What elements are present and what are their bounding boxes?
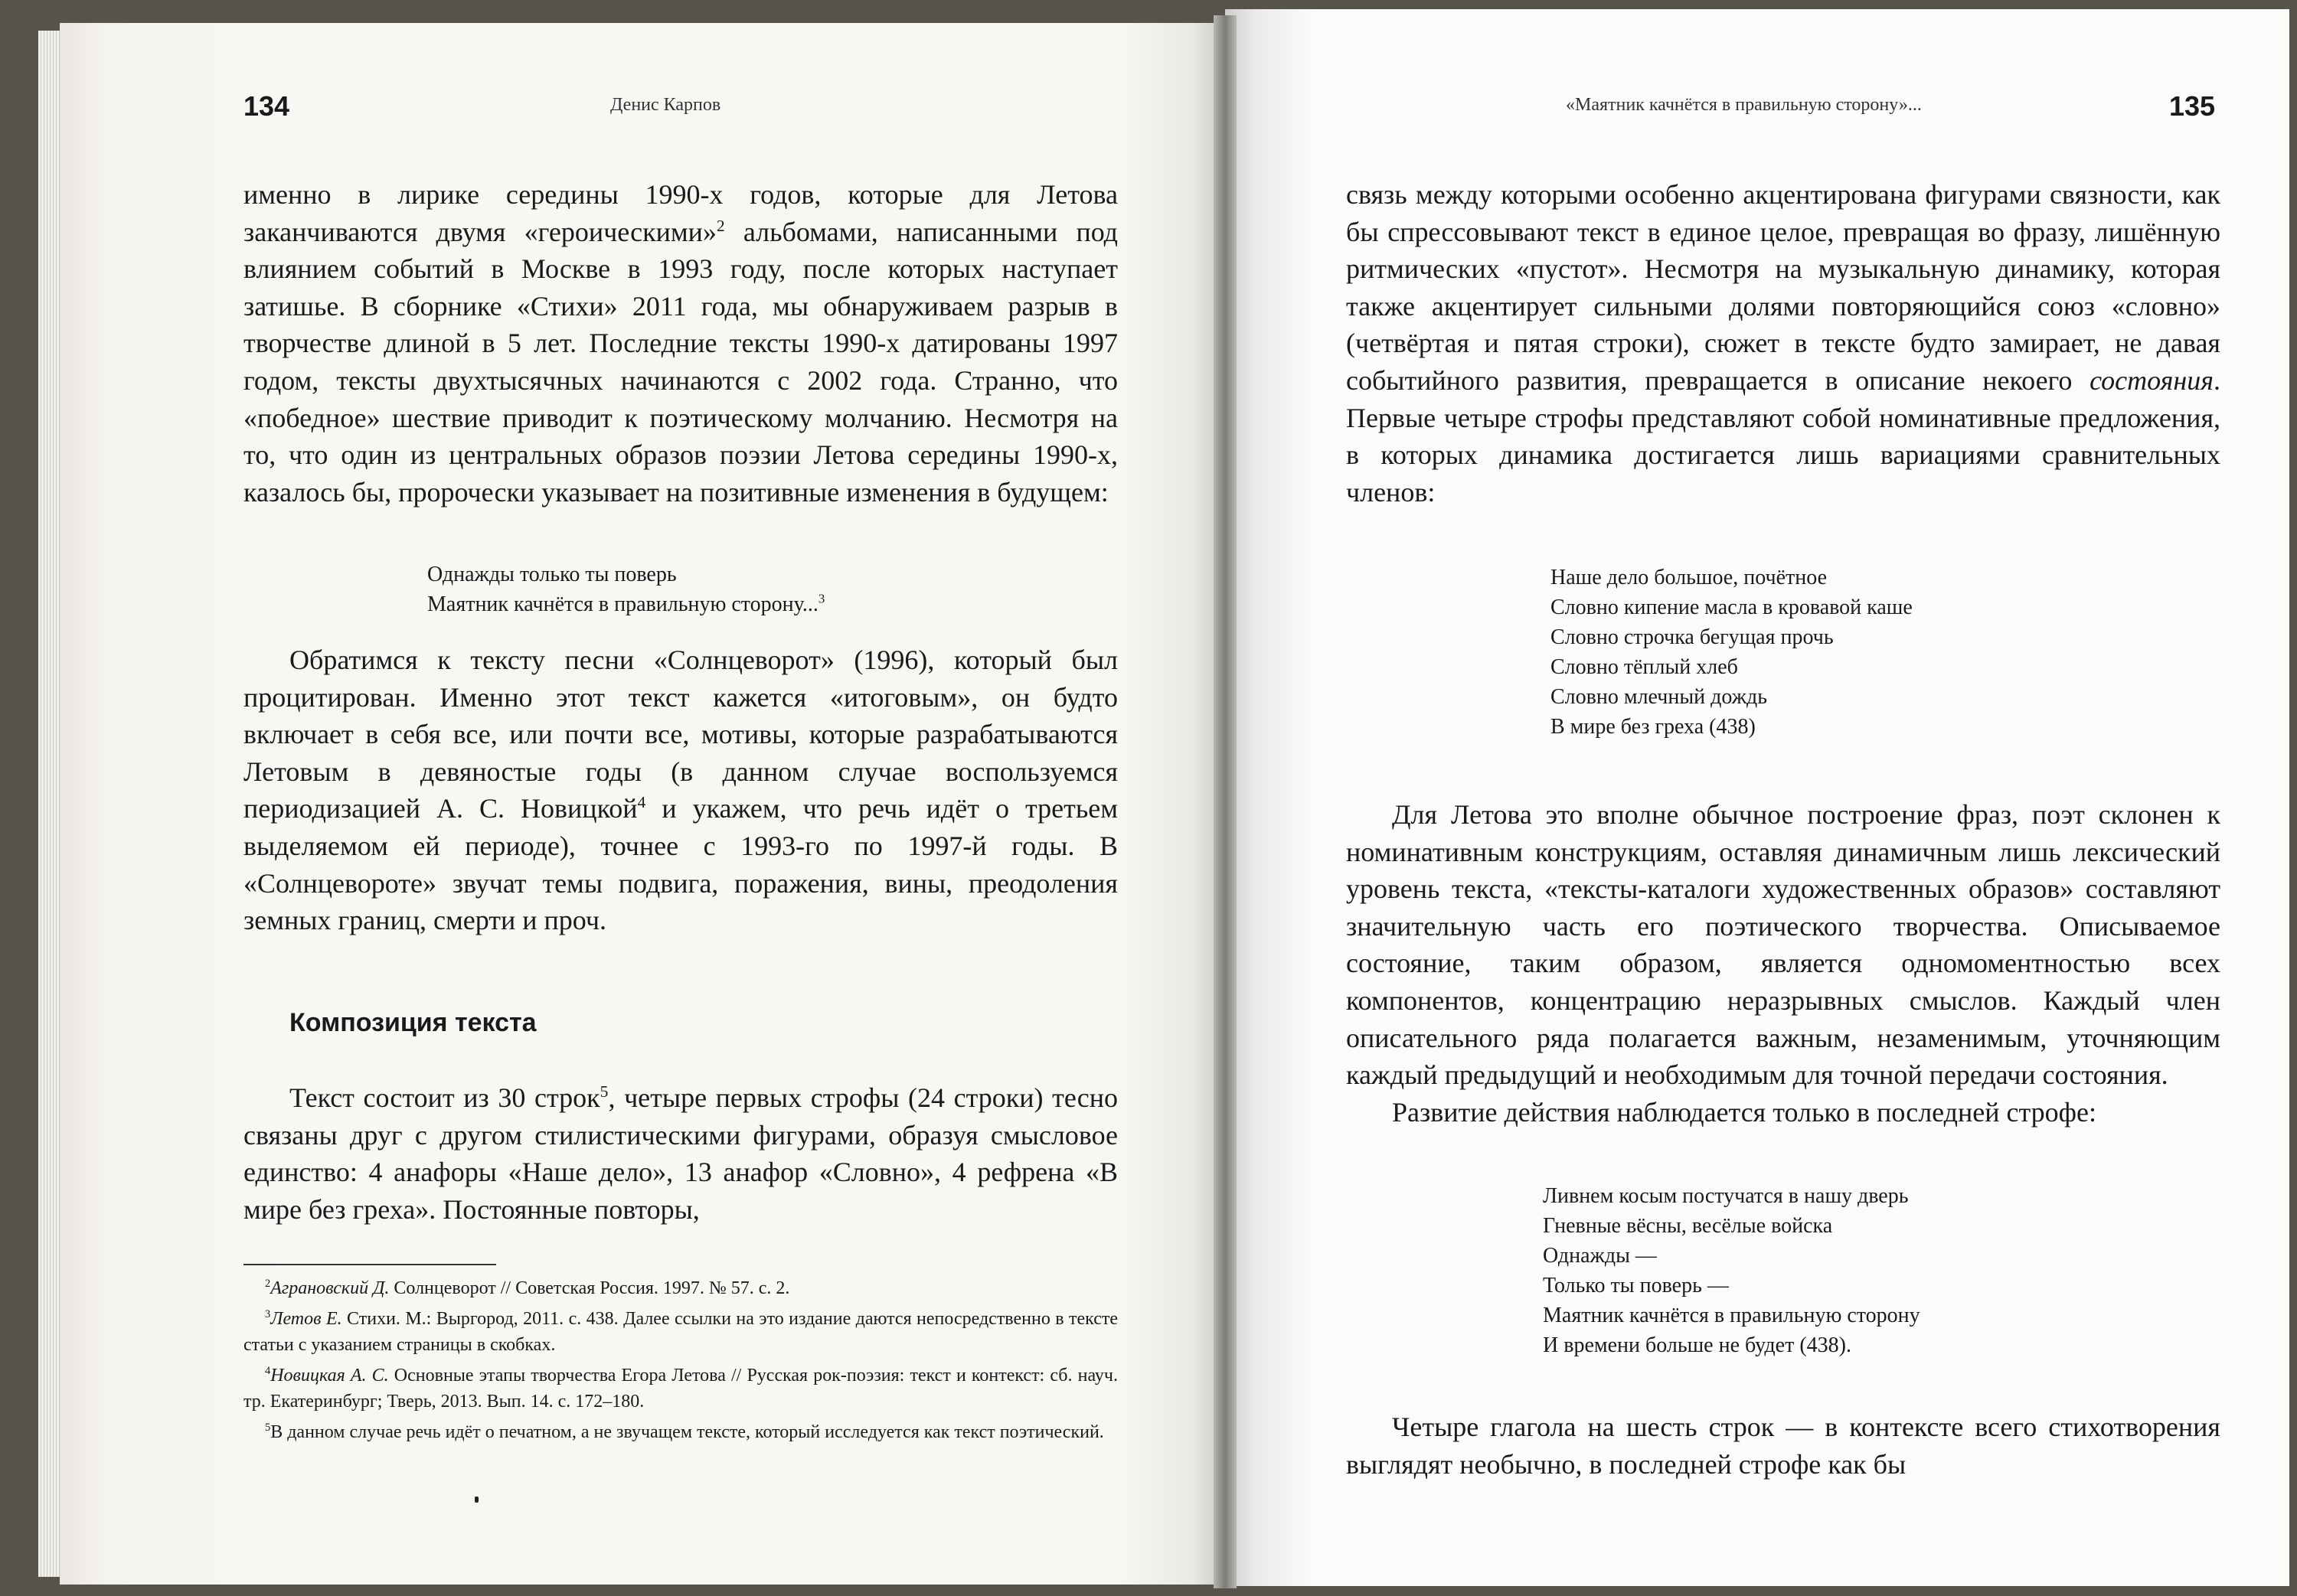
quote-block-right-2 bbox=[1543, 1181, 1920, 1360]
ink-mark bbox=[475, 1496, 479, 1503]
quote-line: Маятник качнётся в правильную сторону bbox=[1543, 1304, 1920, 1327]
quote-line: В мире без греха (438) bbox=[1550, 715, 1756, 739]
running-header-left: Денис Карпов bbox=[610, 95, 721, 115]
footnotes bbox=[243, 1275, 1118, 1450]
footnote: $^3$Летов Е. Стихи. М.: Выргород, 2011. с. 438. Далее ссылки на это издание даются непосредственно в тексте статьи с указанием страницы в скобках. bbox=[243, 1308, 1119, 1355]
quote-line: Словно млечный дождь bbox=[1550, 685, 1768, 709]
paragraph: Обратимся к тексту песни «Солнцеворот» (1996), который был процитирован. Именно этот текст кажется «итоговым», он будто включает в себя все, или почти все, мотивы, которые разрабатываются Летовым в девяностые годы (в данном случае воспользуемся периодизацией А. С. Новицкой$^4$ и укажем, что речь идёт о третьем выделяемом ей периоде), точнее с 1993-го по 1997-й годы. В «Солнцевороте» звучат темы подвига, поражения, вины, преодоления земных границ, смерти и проч. bbox=[243, 645, 1119, 936]
right-body-bottom bbox=[1346, 1408, 2220, 1483]
page-number-right: 135 bbox=[2169, 90, 2216, 122]
page-number-left: 134 bbox=[243, 90, 290, 122]
book-gutter bbox=[1214, 15, 1237, 1588]
paragraph: Текст состоит из 30 строк$^5$, четыре первых строфы (24 строки) тесно связаны друг с другом стилистическими фигурами, образуя смысловое единство: 4 анафоры «Наше дело», 13 анафор «Словно», 4 рефрена «В мире без греха». Постоянные повторы, bbox=[243, 1082, 1118, 1225]
paragraph: Четыре глагола на шесть строк — в контексте всего стихотворения выглядят необычно, в последней строфе как бы bbox=[1346, 1412, 2220, 1480]
left-body-top bbox=[243, 176, 1118, 511]
footnote: $^2$Аграновский Д. Солнцеворот // Советская Россия. 1997. № 57. с. 2. bbox=[265, 1278, 790, 1298]
paragraph: Для Летова это вполне обычное построение фраз, поэт склонен к номинативным конструкциям, оставляя динамичным лишь лексический уровень текста, «тексты-каталоги художественных образов» составляют значительную часть его поэтического творчества. Описываемое состояние, таким образом, является одномоментностью всех компонентов, концентрацию неразрывных смыслов. Каждый член описательного ряда полагается важным, незаменимым, уточняющим каждый предыдущий и необходимым для точной передачи состояния. bbox=[1346, 799, 2220, 1091]
quote-line: Наше дело большое, почётное bbox=[1550, 566, 1827, 589]
quote-line: Только ты поверь — bbox=[1543, 1274, 1729, 1297]
paragraph: связь между которыми особенно акцентирована фигурами связности, как бы спрессовывают текст в единое целое, превращая во фразу, лишённую ритмических «пустот». Несмотря на музыкальную динамику, которая также акцентирует сильными долями повторяющийся союз «словно» (четвёртая и пятая строки), сюжет в тексте будто замирает, не давая событийного развития, превращается в описание некоего состояния. Первые четыре строфы представляют собой номинативные предложения, в которых динамика достигается лишь вариациями сравнительных членов: bbox=[1346, 179, 2220, 508]
footnote-ref: 5 bbox=[600, 1082, 609, 1101]
quote-line: Гневные вёсны, весёлые войска bbox=[1543, 1214, 1833, 1238]
quote-line: Однажды только ты поверь bbox=[427, 563, 677, 586]
right-body-top bbox=[1346, 176, 2220, 511]
quote-line: Словно кипение масла в кровавой каше bbox=[1550, 596, 1913, 619]
footnote-divider bbox=[243, 1264, 496, 1265]
footnote-ref: 2 bbox=[716, 216, 725, 235]
quote-block-left bbox=[427, 560, 825, 619]
quote-line: Словно тёплый хлеб bbox=[1550, 655, 1738, 679]
section-heading: Композиция текста bbox=[289, 1008, 537, 1037]
left-body-middle bbox=[243, 641, 1118, 939]
paragraph: именно в лирике середины 1990-х годов, которые для Летова заканчиваются двумя «героическими»$^2$ альбомами, написанными под влиянием событий в Москве в 1993 году, после которых наступает затишье. В сборнике «Стихи» 2011 года, мы обнаруживаем разрыв в творчестве длиной в 5 лет. Последние тексты 1990-х датированы 1997 годом, тексты двухтысячных начинаются с 2002 года. Странно, что «победное» шествие приводит к поэтическому молчанию. Несмотря на то, что один из центральных образов поэзии Летова середины 1990-х, казалось бы, пророчески указывает на позитивные изменения в будущем: bbox=[243, 179, 1118, 508]
paragraph: Развитие действия наблюдается только в последней строфе: bbox=[1392, 1096, 2096, 1128]
quote-line: Однажды — bbox=[1543, 1244, 1657, 1268]
quote-line: Маятник качнётся в правильную сторону...$^3$ bbox=[427, 591, 825, 616]
quote-line: Ливнем косым постучатся в нашу дверь bbox=[1543, 1184, 1909, 1208]
footnote-ref: 4 bbox=[637, 793, 646, 812]
quote-block-right-1 bbox=[1550, 563, 1913, 742]
running-header-right: «Маятник качнётся в правильную сторону»... bbox=[1566, 95, 1922, 115]
left-body-bottom bbox=[243, 1079, 1118, 1228]
quote-line: Словно строчка бегущая прочь bbox=[1550, 625, 1834, 649]
footnote-ref: 3 bbox=[818, 591, 825, 606]
quote-line: И времени больше не будет (438). bbox=[1543, 1333, 1851, 1357]
right-body-middle bbox=[1346, 796, 2220, 1131]
footnote: $^4$Новицкая А. С. Основные этапы творчества Егора Летова // Русская рок-поэзия: текст и контекст: сб. науч. тр. Екатеринбург; Тверь, 2013. Вып. 14. с. 172–180. bbox=[243, 1365, 1118, 1412]
footnote: $^5$В данном случае речь идёт о печатном, а не звучащем тексте, который исследуется как текст поэтический. bbox=[265, 1421, 1104, 1442]
